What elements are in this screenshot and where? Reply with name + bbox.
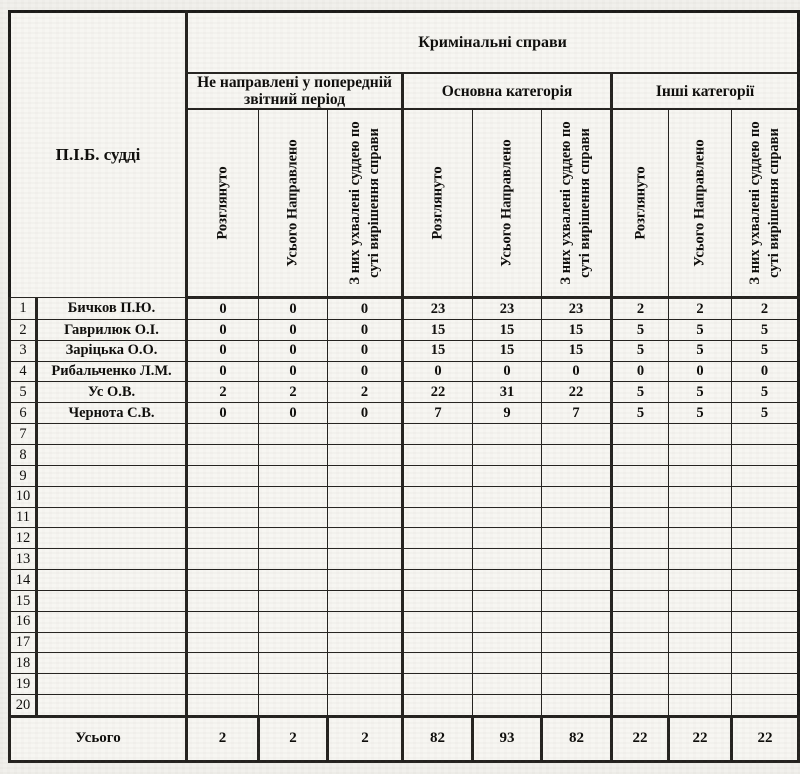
value-cell: 0 bbox=[187, 403, 259, 424]
value-cell: 15 bbox=[542, 319, 612, 340]
judge-name-cell bbox=[37, 674, 187, 695]
value-cell bbox=[612, 549, 669, 570]
subheader-label: Усього Направлено bbox=[284, 139, 301, 267]
subheader-label: Розглянуто bbox=[214, 166, 231, 240]
value-cell bbox=[612, 570, 669, 591]
value-cell bbox=[187, 549, 259, 570]
judge-name-cell bbox=[37, 632, 187, 653]
row-number-cell: 7 bbox=[10, 424, 37, 445]
value-cell: 2 bbox=[328, 382, 403, 403]
row-number-cell: 4 bbox=[10, 361, 37, 382]
value-cell bbox=[328, 424, 403, 445]
value-cell: 2 bbox=[187, 382, 259, 403]
value-cell bbox=[187, 632, 259, 653]
value-cell bbox=[612, 695, 669, 717]
value-cell bbox=[669, 465, 732, 486]
value-cell: 0 bbox=[328, 340, 403, 361]
value-cell bbox=[612, 486, 669, 507]
value-cell bbox=[259, 424, 328, 445]
table-row bbox=[10, 361, 799, 382]
value-cell bbox=[669, 632, 732, 653]
value-cell bbox=[328, 486, 403, 507]
value-cell bbox=[612, 507, 669, 528]
value-cell bbox=[473, 486, 542, 507]
judge-name-cell bbox=[37, 695, 187, 717]
value-cell bbox=[403, 549, 473, 570]
value-cell bbox=[187, 695, 259, 717]
value-cell bbox=[259, 528, 328, 549]
judge-name-cell bbox=[37, 611, 187, 632]
value-cell: 0 bbox=[669, 361, 732, 382]
value-cell bbox=[669, 695, 732, 717]
value-cell: 7 bbox=[542, 403, 612, 424]
value-cell bbox=[732, 611, 799, 632]
value-cell: 2 bbox=[669, 298, 732, 320]
value-cell: 22 bbox=[403, 382, 473, 403]
value-cell bbox=[542, 611, 612, 632]
value-cell: 0 bbox=[328, 298, 403, 320]
value-cell bbox=[732, 632, 799, 653]
value-cell bbox=[669, 570, 732, 591]
judge-name-cell bbox=[37, 549, 187, 570]
value-cell bbox=[612, 528, 669, 549]
value-cell bbox=[328, 590, 403, 611]
value-cell: 22 bbox=[542, 382, 612, 403]
value-cell bbox=[542, 570, 612, 591]
value-cell bbox=[187, 445, 259, 466]
judge-name-cell bbox=[37, 507, 187, 528]
value-cell: 5 bbox=[669, 319, 732, 340]
value-cell bbox=[473, 695, 542, 717]
judge-name-cell bbox=[37, 653, 187, 674]
value-cell bbox=[473, 611, 542, 632]
value-cell bbox=[612, 611, 669, 632]
value-cell: 5 bbox=[612, 403, 669, 424]
value-cell bbox=[328, 528, 403, 549]
row-number-cell: 12 bbox=[10, 528, 37, 549]
total-value-cell: 2 bbox=[259, 716, 328, 761]
value-cell bbox=[732, 653, 799, 674]
value-cell bbox=[732, 674, 799, 695]
total-value-cell: 2 bbox=[187, 716, 259, 761]
subheader-label: Розглянуто bbox=[632, 166, 649, 240]
value-cell bbox=[669, 653, 732, 674]
value-cell: 0 bbox=[403, 361, 473, 382]
value-cell bbox=[542, 445, 612, 466]
value-cell bbox=[187, 465, 259, 486]
value-cell: 15 bbox=[403, 340, 473, 361]
value-cell bbox=[403, 611, 473, 632]
corner-header: П.І.Б. судді bbox=[10, 12, 187, 298]
value-cell bbox=[473, 445, 542, 466]
value-cell: 5 bbox=[732, 319, 799, 340]
total-label: Усього bbox=[10, 716, 187, 761]
table-row bbox=[10, 486, 799, 507]
value-cell bbox=[669, 549, 732, 570]
value-cell bbox=[732, 486, 799, 507]
value-cell bbox=[542, 695, 612, 717]
value-cell bbox=[542, 486, 612, 507]
value-cell bbox=[473, 632, 542, 653]
row-number-cell: 11 bbox=[10, 507, 37, 528]
row-number-cell: 10 bbox=[10, 486, 37, 507]
value-cell: 0 bbox=[732, 361, 799, 382]
value-cell bbox=[542, 674, 612, 695]
value-cell: 0 bbox=[187, 319, 259, 340]
row-number-cell: 18 bbox=[10, 653, 37, 674]
judge-name-cell bbox=[37, 465, 187, 486]
value-cell bbox=[473, 590, 542, 611]
value-cell bbox=[259, 486, 328, 507]
value-cell bbox=[473, 570, 542, 591]
value-cell bbox=[403, 445, 473, 466]
row-number-cell: 16 bbox=[10, 611, 37, 632]
row-number-cell: 9 bbox=[10, 465, 37, 486]
value-cell bbox=[328, 695, 403, 717]
value-cell: 23 bbox=[542, 298, 612, 320]
subheader-label: З них ухвалені суддею по суті вирішення справи bbox=[746, 121, 782, 285]
subheader-considered bbox=[403, 109, 473, 298]
value-cell: 15 bbox=[473, 340, 542, 361]
subheader-decided-on-merits bbox=[542, 109, 612, 298]
table-row bbox=[10, 319, 799, 340]
value-cell bbox=[542, 528, 612, 549]
value-cell: 7 bbox=[403, 403, 473, 424]
value-cell bbox=[328, 507, 403, 528]
table-row bbox=[10, 611, 799, 632]
value-cell bbox=[403, 653, 473, 674]
value-cell bbox=[187, 611, 259, 632]
table-row bbox=[10, 570, 799, 591]
value-cell bbox=[187, 653, 259, 674]
row-number-cell: 2 bbox=[10, 319, 37, 340]
value-cell bbox=[669, 445, 732, 466]
value-cell bbox=[669, 674, 732, 695]
value-cell bbox=[328, 611, 403, 632]
value-cell bbox=[612, 632, 669, 653]
group-header-main-category: Основна категорія bbox=[403, 73, 612, 109]
value-cell bbox=[669, 486, 732, 507]
value-cell bbox=[669, 611, 732, 632]
table-row bbox=[10, 465, 799, 486]
judge-name-cell bbox=[37, 486, 187, 507]
row-number-cell: 13 bbox=[10, 549, 37, 570]
value-cell bbox=[542, 632, 612, 653]
value-cell: 0 bbox=[187, 298, 259, 320]
value-cell: 0 bbox=[187, 361, 259, 382]
table-row bbox=[10, 590, 799, 611]
value-cell: 5 bbox=[612, 340, 669, 361]
table-row bbox=[10, 507, 799, 528]
value-cell bbox=[612, 674, 669, 695]
value-cell bbox=[187, 486, 259, 507]
subheader-decided-on-merits bbox=[328, 109, 403, 298]
value-cell bbox=[403, 590, 473, 611]
value-cell bbox=[542, 653, 612, 674]
value-cell bbox=[732, 424, 799, 445]
value-cell bbox=[473, 507, 542, 528]
total-value-cell: 22 bbox=[669, 716, 732, 761]
value-cell: 5 bbox=[732, 340, 799, 361]
value-cell bbox=[187, 528, 259, 549]
value-cell bbox=[473, 674, 542, 695]
judge-name-cell: Гаврилюк О.І. bbox=[37, 319, 187, 340]
subheader-total-sent bbox=[669, 109, 732, 298]
value-cell bbox=[612, 424, 669, 445]
table-row bbox=[10, 445, 799, 466]
total-value-cell: 22 bbox=[732, 716, 799, 761]
value-cell bbox=[259, 507, 328, 528]
value-cell bbox=[542, 549, 612, 570]
table-row bbox=[10, 549, 799, 570]
value-cell bbox=[542, 465, 612, 486]
value-cell bbox=[259, 445, 328, 466]
value-cell bbox=[542, 590, 612, 611]
value-cell: 5 bbox=[612, 319, 669, 340]
total-row bbox=[10, 716, 799, 761]
row-number-cell: 15 bbox=[10, 590, 37, 611]
value-cell bbox=[328, 653, 403, 674]
value-cell bbox=[473, 653, 542, 674]
value-cell bbox=[328, 445, 403, 466]
value-cell bbox=[732, 549, 799, 570]
value-cell: 2 bbox=[612, 298, 669, 320]
value-cell: 2 bbox=[732, 298, 799, 320]
table-row bbox=[10, 653, 799, 674]
value-cell: 15 bbox=[542, 340, 612, 361]
value-cell: 0 bbox=[542, 361, 612, 382]
value-cell bbox=[403, 674, 473, 695]
value-cell bbox=[669, 424, 732, 445]
total-value-cell: 22 bbox=[612, 716, 669, 761]
value-cell bbox=[259, 465, 328, 486]
header-row-title bbox=[10, 12, 799, 74]
value-cell bbox=[187, 590, 259, 611]
judge-name-cell bbox=[37, 570, 187, 591]
subheader-considered bbox=[187, 109, 259, 298]
value-cell: 9 bbox=[473, 403, 542, 424]
row-number-cell: 20 bbox=[10, 695, 37, 717]
value-cell bbox=[732, 445, 799, 466]
value-cell bbox=[328, 632, 403, 653]
value-cell: 0 bbox=[473, 361, 542, 382]
value-cell bbox=[259, 674, 328, 695]
group-header-not-sent: Не направлені у попередній звітний період bbox=[187, 73, 403, 109]
value-cell bbox=[259, 549, 328, 570]
table-row bbox=[10, 340, 799, 361]
scanned-report-page bbox=[8, 10, 800, 763]
group-header-other-categories: Інші категорії bbox=[612, 73, 799, 109]
value-cell: 5 bbox=[732, 403, 799, 424]
value-cell bbox=[403, 507, 473, 528]
judge-name-cell: Чернота С.В. bbox=[37, 403, 187, 424]
value-cell: 15 bbox=[473, 319, 542, 340]
value-cell bbox=[328, 549, 403, 570]
judge-name-cell: Бичков П.Ю. bbox=[37, 298, 187, 320]
value-cell bbox=[328, 674, 403, 695]
row-number-cell: 3 bbox=[10, 340, 37, 361]
table-title: Кримінальні справи bbox=[187, 12, 799, 74]
total-value-cell: 2 bbox=[328, 716, 403, 761]
value-cell: 23 bbox=[473, 298, 542, 320]
value-cell: 0 bbox=[187, 340, 259, 361]
value-cell: 0 bbox=[259, 361, 328, 382]
value-cell: 5 bbox=[669, 403, 732, 424]
judge-name-cell bbox=[37, 445, 187, 466]
report-table bbox=[8, 10, 800, 763]
judge-name-cell: Рибальченко Л.М. bbox=[37, 361, 187, 382]
value-cell bbox=[259, 695, 328, 717]
table-row bbox=[10, 674, 799, 695]
table-row bbox=[10, 424, 799, 445]
judge-name-cell: Ус О.В. bbox=[37, 382, 187, 403]
value-cell bbox=[403, 465, 473, 486]
value-cell bbox=[187, 424, 259, 445]
value-cell bbox=[259, 653, 328, 674]
value-cell bbox=[187, 674, 259, 695]
value-cell: 31 bbox=[473, 382, 542, 403]
value-cell: 5 bbox=[669, 382, 732, 403]
total-value-cell: 82 bbox=[542, 716, 612, 761]
subheader-decided-on-merits bbox=[732, 109, 799, 298]
judge-name-cell bbox=[37, 424, 187, 445]
value-cell bbox=[732, 507, 799, 528]
value-cell bbox=[403, 424, 473, 445]
subheader-label: З них ухвалені суддею по суті вирішення справи bbox=[558, 121, 594, 285]
subheader-total-sent bbox=[259, 109, 328, 298]
value-cell: 5 bbox=[669, 340, 732, 361]
table-row bbox=[10, 298, 799, 320]
value-cell bbox=[473, 549, 542, 570]
value-cell bbox=[612, 653, 669, 674]
row-number-cell: 5 bbox=[10, 382, 37, 403]
row-number-cell: 8 bbox=[10, 445, 37, 466]
value-cell bbox=[473, 424, 542, 445]
value-cell bbox=[732, 570, 799, 591]
value-cell bbox=[259, 570, 328, 591]
value-cell: 0 bbox=[259, 340, 328, 361]
value-cell: 0 bbox=[328, 403, 403, 424]
table-row bbox=[10, 403, 799, 424]
subheader-label: З них ухвалені суддею по суті вирішення справи bbox=[346, 121, 382, 285]
value-cell bbox=[187, 570, 259, 591]
value-cell bbox=[403, 632, 473, 653]
table-body bbox=[10, 298, 799, 717]
row-number-cell: 6 bbox=[10, 403, 37, 424]
value-cell bbox=[403, 528, 473, 549]
row-number-cell: 14 bbox=[10, 570, 37, 591]
total-value-cell: 93 bbox=[473, 716, 542, 761]
table-row bbox=[10, 695, 799, 717]
value-cell bbox=[259, 590, 328, 611]
subheader-label: Розглянуто bbox=[429, 166, 446, 240]
table-row bbox=[10, 382, 799, 403]
value-cell bbox=[732, 528, 799, 549]
value-cell bbox=[612, 445, 669, 466]
judge-name-cell: Заріцька О.О. bbox=[37, 340, 187, 361]
value-cell: 0 bbox=[612, 361, 669, 382]
judge-name-cell bbox=[37, 590, 187, 611]
value-cell bbox=[542, 424, 612, 445]
value-cell bbox=[187, 507, 259, 528]
row-number-cell: 17 bbox=[10, 632, 37, 653]
value-cell: 15 bbox=[403, 319, 473, 340]
value-cell bbox=[328, 570, 403, 591]
subheader-label: Усього Направлено bbox=[498, 139, 515, 267]
judge-name-cell bbox=[37, 528, 187, 549]
value-cell bbox=[612, 590, 669, 611]
value-cell bbox=[259, 632, 328, 653]
value-cell bbox=[403, 486, 473, 507]
value-cell: 23 bbox=[403, 298, 473, 320]
row-number-cell: 19 bbox=[10, 674, 37, 695]
subheader-total-sent bbox=[473, 109, 542, 298]
value-cell: 2 bbox=[259, 382, 328, 403]
value-cell bbox=[403, 695, 473, 717]
value-cell bbox=[259, 611, 328, 632]
subheader-considered bbox=[612, 109, 669, 298]
table-row bbox=[10, 528, 799, 549]
value-cell bbox=[542, 507, 612, 528]
value-cell bbox=[732, 695, 799, 717]
value-cell: 0 bbox=[328, 319, 403, 340]
value-cell: 5 bbox=[732, 382, 799, 403]
value-cell bbox=[669, 507, 732, 528]
value-cell: 0 bbox=[259, 298, 328, 320]
value-cell: 0 bbox=[328, 361, 403, 382]
value-cell: 0 bbox=[259, 403, 328, 424]
value-cell: 0 bbox=[259, 319, 328, 340]
table-row bbox=[10, 632, 799, 653]
row-number-cell: 1 bbox=[10, 298, 37, 320]
value-cell bbox=[403, 570, 473, 591]
value-cell bbox=[612, 465, 669, 486]
value-cell bbox=[669, 590, 732, 611]
subheader-label: Усього Направлено bbox=[691, 139, 708, 267]
value-cell: 5 bbox=[612, 382, 669, 403]
value-cell bbox=[473, 465, 542, 486]
total-value-cell: 82 bbox=[403, 716, 473, 761]
value-cell bbox=[732, 465, 799, 486]
value-cell bbox=[473, 528, 542, 549]
value-cell bbox=[732, 590, 799, 611]
value-cell bbox=[328, 465, 403, 486]
value-cell bbox=[669, 528, 732, 549]
